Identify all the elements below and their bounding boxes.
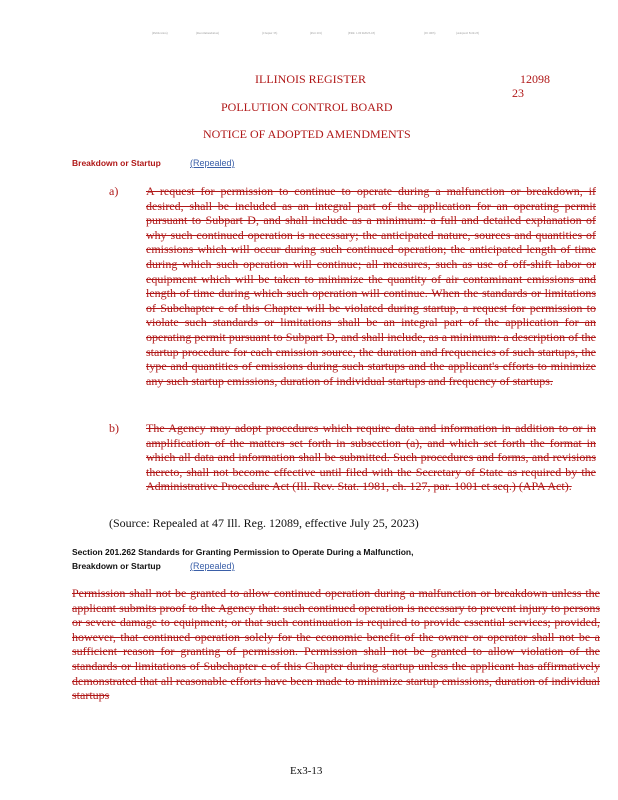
section-heading: Breakdown or Startup: [72, 158, 161, 168]
item-b-text: The Agency may adopt procedures which require data and information in addition to or in amplification of the matters set forth in subsection (a), and which set forth the format in which all data and information shall be submitted. Such procedures and forms, and revisions thereto, shall not become effective until filed with the Secretary of State as required by the Administrative Procedure Act (Ill. Rev. Stat. 1981, ch. 127, par. 1001 et seq.) (APA Act).: [146, 421, 596, 494]
header-meta-3: (Chapter 35): [262, 31, 278, 35]
standards-text: Permission shall not be granted to allow continued operation during a malfunction or breakdown unless the applicant submits proof to the Agency that: such continued operation is necessary to prevent injury to persons or severe damage to equipment; or that such continuation is required to provide essential services; provided, however, that continued operation solely for the economic benefit of the owner or operator shall not be a sufficient reason for granting of permission. Permission shall not be granted to allow violation of the standards or limitations of Subchapter c of this Chapter during startup unless the applicant has affirmatively demonstrated that all reasonable efforts have been made to minimize startup emissions, duration of individual startups: [72, 586, 600, 703]
register-title: ILLINOIS REGISTER: [255, 72, 366, 86]
register-page: 12098: [520, 72, 550, 86]
register-issue: 23: [512, 86, 524, 100]
notice-title: NOTICE OF ADOPTED AMENDMENTS: [203, 127, 411, 141]
header-meta-6: (Ill 1003): [424, 31, 436, 35]
header-meta-2: (Recommendation): [196, 31, 220, 35]
item-a-text: A request for permission to continue to operate during a malfunction or breakdown, if desired, shall be included as an integral part of the application for an operating permit pursuant to Subpart D, and shall include as a minimum: a full and detailed explanation of why such continued operation is necessary; the anticipated nature, sources and quantities of emissions which will occur during such continued operation; the anticipated length of time during which such operation will continue; all measures, such as use of off-shift labor or equipment which will be taken to minimize the quantity of air contaminant emissions and length of time during which such operation will continue. When the standards or limitations of Subchapter c of this Chapter will be violated during startup, a request for permission to violate such standards or limitations shall be an integral part of the application for an operating permit pursuant to Subpart D, and shall include, as a minimum: a description of the startup procedure for each emission source, the duration and frequencies of such startups, the type and quantities of emissions during such startups and the applicant's efforts to minimize any such startup emissions, duration of individual startups and frequency of startups.: [146, 184, 596, 388]
header-meta-4: (Part 201): [310, 31, 323, 35]
item-b-label: b): [109, 421, 119, 435]
repealed-badge: (Repealed): [190, 158, 235, 168]
header-meta-7: (Adopted: 8/24/23): [456, 31, 480, 35]
item-a-label: a): [109, 184, 119, 198]
header-meta-5: (EPA: 1.00 R2023-18): [348, 31, 375, 35]
section-201-262-heading: Section 201.262 Standards for Granting Permission to Operate During a Malfunction,: [72, 547, 414, 557]
section-201-262-heading-cont: Breakdown or Startup: [72, 561, 161, 571]
repealed-badge-2: (Repealed): [190, 561, 235, 571]
source-note: (Source: Repealed at 47 Ill. Reg. 12089, effective July 25, 2023): [109, 516, 419, 530]
page-footer: Ex3-13: [290, 765, 323, 777]
header-meta-1: (Publication): [152, 31, 168, 35]
board-name: POLLUTION CONTROL BOARD: [221, 100, 393, 114]
